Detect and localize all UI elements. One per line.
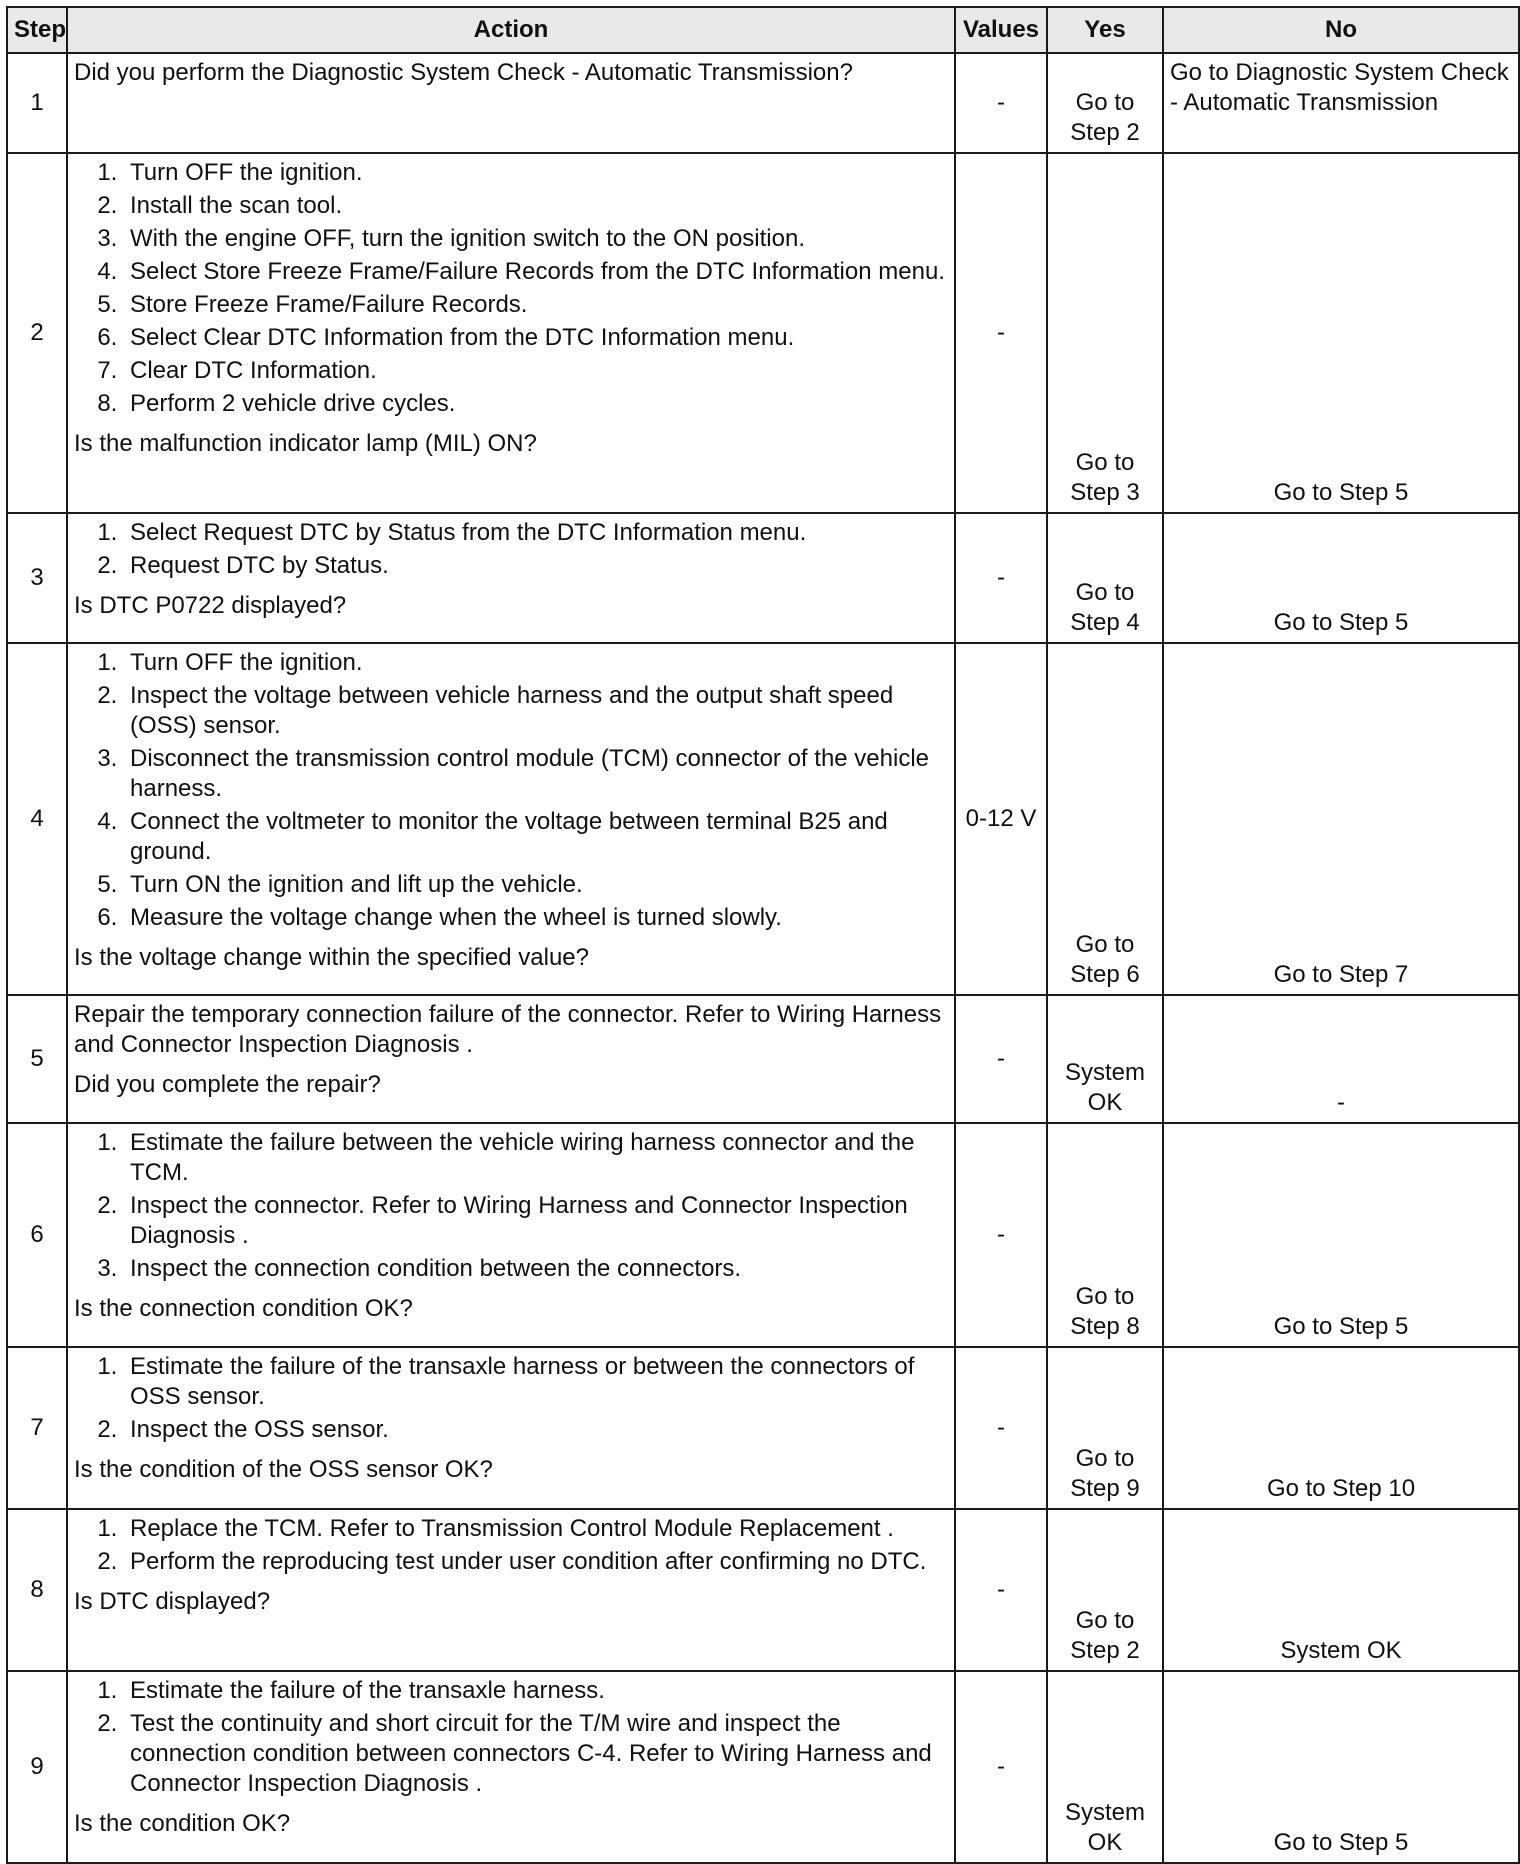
step-number: 2	[7, 153, 67, 513]
list-item: 5. Turn ON the ignition and lift up the vehicle.	[124, 870, 948, 900]
list-item: 1. Select Request DTC by Status from the DTC Information menu.	[124, 518, 948, 548]
diagnostic-table	[6, 6, 1520, 1864]
step-number: 9	[7, 1671, 67, 1863]
procedure-list	[74, 1352, 948, 1445]
list-item: 4. Connect the voltmeter to monitor the voltage between terminal B25 and ground.	[124, 807, 948, 867]
question-text: Is the condition of the OSS sensor OK?	[74, 1456, 493, 1483]
step-number: 7	[7, 1347, 67, 1509]
list-item: 1. Turn OFF the ignition.	[124, 158, 948, 188]
yes-cell: Go to Step 4	[1047, 513, 1163, 643]
step-number: 5	[7, 995, 67, 1123]
list-item: 2. Test the continuity and short circuit for the T/M wire and inspect the connection condition between connectors C-4. Refer to Wiring Harness and Connector Inspection Diagnosis .	[124, 1709, 948, 1799]
table-row	[7, 153, 1519, 513]
value-cell: 0-12 V	[955, 643, 1047, 995]
list-item: 6. Measure the voltage change when the wheel is turned slowly.	[124, 903, 948, 933]
list-item: 2. Install the scan tool.	[124, 191, 948, 221]
table-row	[7, 1671, 1519, 1863]
list-item: 6. Select Clear DTC Information from the DTC Information menu.	[124, 323, 948, 353]
no-cell: Go to Step 5	[1163, 513, 1519, 643]
action-text: Repair the temporary connection failure of the connector. Refer to Wiring Harness and Connector Inspection Diagnosis .	[74, 1001, 942, 1058]
header-row	[7, 7, 1519, 53]
action-cell	[67, 995, 955, 1123]
yes-cell: System OK	[1047, 1671, 1163, 1863]
procedure-list	[74, 1676, 948, 1799]
procedure-list	[74, 648, 948, 933]
step-number: 8	[7, 1509, 67, 1671]
value-cell: -	[955, 1671, 1047, 1863]
table-row	[7, 643, 1519, 995]
question-text: Is the condition OK?	[74, 1810, 291, 1837]
question-text: Is DTC displayed?	[74, 1588, 271, 1615]
action-text: Did you perform the Diagnostic System Check - Automatic Transmission?	[74, 59, 853, 86]
list-item: 2. Request DTC by Status.	[124, 551, 948, 581]
value-cell: -	[955, 995, 1047, 1123]
list-item: 5. Store Freeze Frame/Failure Records.	[124, 290, 948, 320]
table-row	[7, 995, 1519, 1123]
no-cell: -	[1163, 995, 1519, 1123]
yes-cell: Go to Step 2	[1047, 53, 1163, 153]
list-item: 1. Estimate the failure of the transaxle harness or between the connectors of OSS sensor.	[124, 1352, 948, 1412]
yes-cell: Go to Step 9	[1047, 1347, 1163, 1509]
no-cell: Go to Step 5	[1163, 1671, 1519, 1863]
diagnostic-table-container	[6, 6, 1518, 1854]
procedure-list	[74, 1128, 948, 1284]
action-cell	[67, 1347, 955, 1509]
step-number: 4	[7, 643, 67, 995]
list-item: 2. Inspect the voltage between vehicle harness and the output shaft speed (OSS) sensor.	[124, 681, 948, 741]
table-row	[7, 1347, 1519, 1509]
question-text: Is the voltage change within the specified value?	[74, 944, 590, 971]
header-action: Action	[67, 7, 955, 53]
no-cell: Go to Step 7	[1163, 643, 1519, 995]
list-item: 3. Inspect the connection condition between the connectors.	[124, 1254, 948, 1284]
list-item: 2. Inspect the connector. Refer to Wiring Harness and Connector Inspection Diagnosis .	[124, 1191, 948, 1251]
header-values: Values	[955, 7, 1047, 53]
no-cell: Go to Step 10	[1163, 1347, 1519, 1509]
value-cell: -	[955, 513, 1047, 643]
list-item: 1. Estimate the failure of the transaxle harness.	[124, 1676, 948, 1706]
table-row	[7, 53, 1519, 153]
table-row	[7, 1509, 1519, 1671]
header-step: Step	[7, 7, 67, 53]
value-cell: -	[955, 153, 1047, 513]
list-item: 7. Clear DTC Information.	[124, 356, 948, 386]
yes-cell: Go to Step 2	[1047, 1509, 1163, 1671]
action-cell	[67, 513, 955, 643]
action-cell	[67, 53, 955, 153]
list-item: 1. Estimate the failure between the vehicle wiring harness connector and the TCM.	[124, 1128, 948, 1188]
header-yes: Yes	[1047, 7, 1163, 53]
no-cell: Go to Diagnostic System Check - Automatic Transmission	[1163, 53, 1519, 153]
question-text: Is the connection condition OK?	[74, 1295, 413, 1322]
yes-cell: System OK	[1047, 995, 1163, 1123]
procedure-list	[74, 518, 948, 581]
value-cell: -	[955, 1509, 1047, 1671]
value-cell: -	[955, 53, 1047, 153]
list-item: 1. Turn OFF the ignition.	[124, 648, 948, 678]
no-cell: System OK	[1163, 1509, 1519, 1671]
no-cell: Go to Step 5	[1163, 153, 1519, 513]
step-number: 3	[7, 513, 67, 643]
yes-cell: Go to Step 3	[1047, 153, 1163, 513]
action-cell	[67, 643, 955, 995]
list-item: 4. Select Store Freeze Frame/Failure Records from the DTC Information menu.	[124, 257, 948, 287]
yes-cell: Go to Step 6	[1047, 643, 1163, 995]
list-item: 2. Perform the reproducing test under user condition after confirming no DTC.	[124, 1547, 948, 1577]
procedure-list	[74, 158, 948, 419]
list-item: 8. Perform 2 vehicle drive cycles.	[124, 389, 948, 419]
question-text: Did you complete the repair?	[74, 1071, 381, 1098]
question-text: Is DTC P0722 displayed?	[74, 592, 347, 619]
value-cell: -	[955, 1347, 1047, 1509]
procedure-list	[74, 1514, 948, 1577]
question-text: Is the malfunction indicator lamp (MIL) ON?	[74, 430, 537, 457]
action-cell	[67, 1509, 955, 1671]
list-item: 3. Disconnect the transmission control module (TCM) connector of the vehicle harness.	[124, 744, 948, 804]
list-item: 3. With the engine OFF, turn the ignition switch to the ON position.	[124, 224, 948, 254]
action-cell	[67, 1123, 955, 1347]
list-item: 1. Replace the TCM. Refer to Transmission Control Module Replacement .	[124, 1514, 948, 1544]
table-row	[7, 1123, 1519, 1347]
value-cell: -	[955, 1123, 1047, 1347]
header-no: No	[1163, 7, 1519, 53]
step-number: 6	[7, 1123, 67, 1347]
list-item: 2. Inspect the OSS sensor.	[124, 1415, 948, 1445]
no-cell: Go to Step 5	[1163, 1123, 1519, 1347]
step-number: 1	[7, 53, 67, 153]
action-cell	[67, 1671, 955, 1863]
table-row	[7, 513, 1519, 643]
yes-cell: Go to Step 8	[1047, 1123, 1163, 1347]
action-cell	[67, 153, 955, 513]
